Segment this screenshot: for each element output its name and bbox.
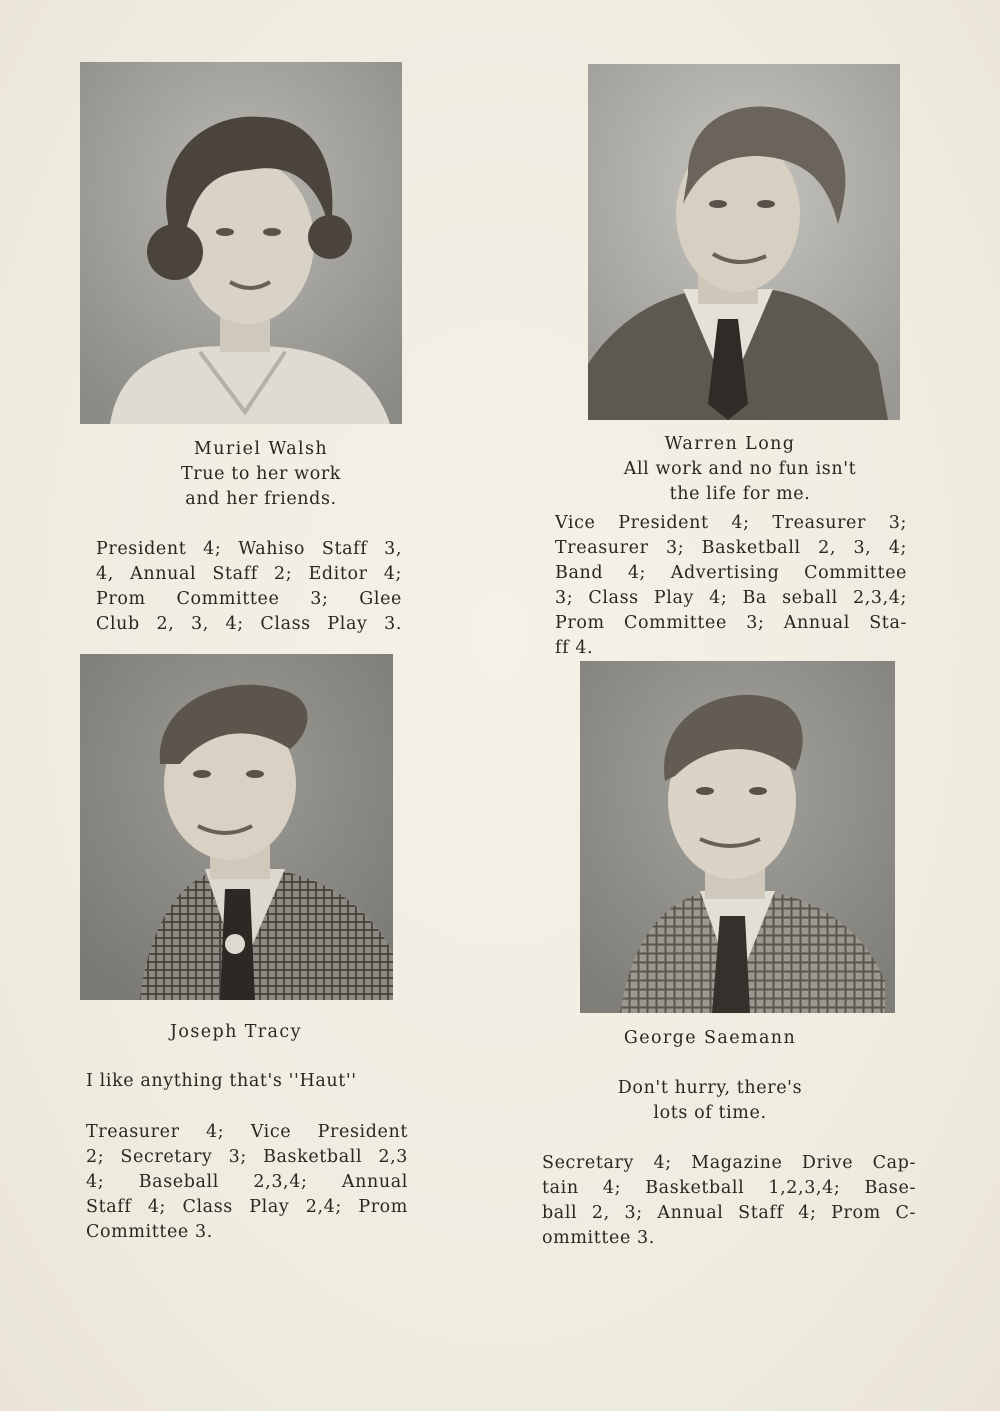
activity-line: Committee 3. bbox=[86, 1222, 213, 1242]
student-activities bbox=[555, 511, 907, 661]
student-activities bbox=[86, 1120, 408, 1245]
activity-line: President 4; Wahiso Staff 3, bbox=[96, 539, 402, 559]
activity-line: Prom Committee 3; Glee bbox=[96, 589, 402, 609]
quote-line: the life for me. bbox=[669, 484, 811, 504]
name-warren-long: Warren Long bbox=[664, 434, 796, 454]
activity-line: 3; Class Play 4; Ba seball 2,3,4; bbox=[555, 588, 907, 608]
portrait-photo-warren-long bbox=[588, 64, 900, 420]
student-name bbox=[580, 1026, 840, 1051]
name-joseph-tracy: Joseph Tracy bbox=[170, 1022, 302, 1042]
student-activities bbox=[542, 1151, 916, 1251]
activity-line: Club 2, 3, 4; Class Play 3. bbox=[96, 614, 402, 634]
activity-line: tain 4; Basketball 1,2,3,4; Base- bbox=[542, 1178, 916, 1198]
student-quote bbox=[550, 457, 930, 507]
student-quote bbox=[580, 1076, 840, 1126]
portrait-photo-joseph-tracy bbox=[80, 654, 393, 1000]
activity-line: ball 2, 3; Annual Staff 4; Prom C- bbox=[542, 1203, 916, 1223]
activity-line: Treasurer 4; Vice President bbox=[86, 1122, 408, 1142]
portrait-photo-muriel-walsh bbox=[80, 62, 402, 424]
quote-line: True to her work bbox=[181, 464, 341, 484]
activity-line: 4, Annual Staff 2; Editor 4; bbox=[96, 564, 402, 584]
quote-line: Don't hurry, there's bbox=[617, 1078, 803, 1098]
student-quote bbox=[80, 462, 442, 512]
activity-line: Prom Committee 3; Annual Sta- bbox=[555, 613, 907, 633]
activity-line: Secretary 4; Magazine Drive Cap- bbox=[542, 1153, 916, 1173]
name-muriel-walsh: Muriel Walsh bbox=[193, 439, 329, 459]
activity-line: Staff 4; Class Play 2,4; Prom bbox=[86, 1197, 408, 1217]
quote-line: and her friends. bbox=[185, 489, 337, 509]
activity-line: 2; Secretary 3; Basketball 2,3 bbox=[86, 1147, 408, 1167]
activity-line: ff 4. bbox=[555, 638, 594, 658]
name-george-saemann: George Saemann bbox=[623, 1028, 797, 1048]
quote-line: I like anything that's ''Haut'' bbox=[86, 1071, 357, 1091]
activity-line: ommittee 3. bbox=[542, 1228, 655, 1248]
activity-line: Vice President 4; Treasurer 3; bbox=[555, 513, 907, 533]
quote-line: lots of time. bbox=[653, 1103, 767, 1123]
activity-line: Treasurer 3; Basketball 2, 3, 4; bbox=[555, 538, 907, 558]
student-name bbox=[550, 432, 910, 457]
student-quote bbox=[86, 1069, 416, 1094]
student-activities bbox=[96, 537, 402, 637]
activity-line: 4; Baseball 2,3,4; Annual bbox=[86, 1172, 408, 1192]
quote-line: All work and no fun isn't bbox=[623, 459, 857, 479]
portrait-photo-george-saemann bbox=[580, 661, 895, 1013]
student-name bbox=[170, 1020, 370, 1045]
activity-line: Band 4; Advertising Committee bbox=[555, 563, 907, 583]
student-name bbox=[80, 437, 442, 462]
